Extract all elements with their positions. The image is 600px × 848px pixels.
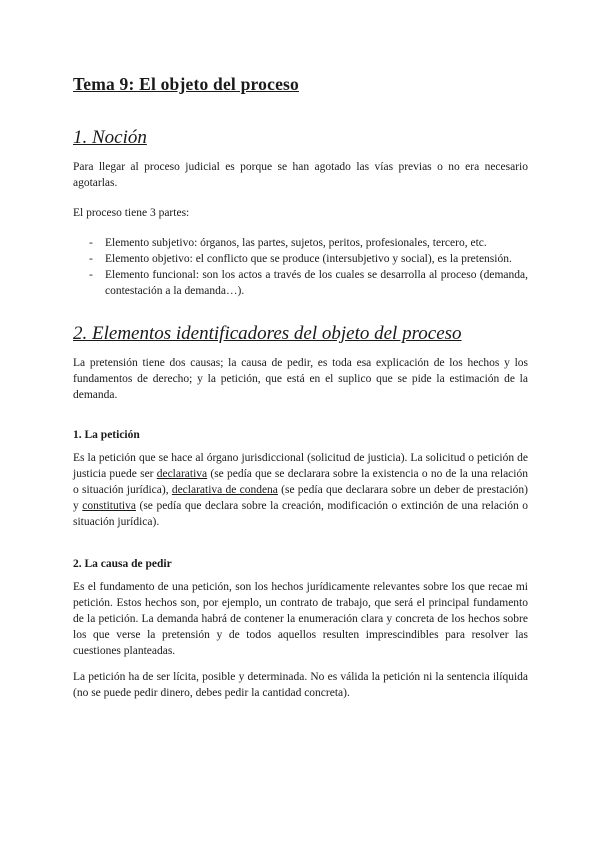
peticion-paragraph (73, 450, 528, 530)
peticion-text-3: (se pedía que declarara sobre un deber de prestación) y (73, 484, 529, 512)
subsection-causa-heading: 2. La causa de pedir (73, 558, 172, 570)
causa-paragraph-2: La petición ha de ser lícita, posible y determinada. No es válida la petición ni la sentencia ilíquida (no se puede pedir dinero, debes pedir la cantidad concreta). (73, 671, 528, 699)
section-elementos (73, 323, 528, 701)
term-constitutiva: constitutiva (82, 500, 136, 512)
list-item: - Elemento objetivo: el conflicto que se produce (intersubjetivo y social), es la pretensión. (73, 251, 528, 267)
term-declarativa-de-condena: declarativa de condena (171, 484, 278, 496)
section-2-intro: La pretensión tiene dos causas; la causa de pedir, es toda esa explicación de los hechos y los fundamentos de derecho; y la petición, que está en el suplico que se pide la estimación de la demanda. (73, 357, 528, 401)
peticion-text-1: Es la petición que se hace al órgano jurisdiccional (solicitud de justicia). La solicitud o petición de justicia puede ser (73, 452, 528, 480)
section-1-heading: 1. Noción (73, 127, 147, 148)
peticion-text-4: (se pedía que declara sobre la creación, modificación o extinción de una relación o situación jurídica). (73, 500, 529, 528)
parts-intro: El proceso tiene 3 partes: (73, 207, 190, 219)
term-declarativa: declarativa (156, 468, 208, 480)
list-item: - Elemento funcional: son los actos a través de los cuales se desarrolla al proceso (demanda, contestación a la demanda…). (73, 267, 528, 299)
parts-list (73, 235, 528, 299)
section-nocion (73, 127, 528, 299)
subsection-peticion-heading: 1. La petición (73, 429, 140, 441)
section-1-intro: Para llegar al proceso judicial es porque se han agotado las vías previas o no era necesario agotarlas. (73, 161, 528, 189)
page-title: Tema 9: El objeto del proceso (73, 74, 299, 94)
list-item: - Elemento subjetivo: órganos, las partes, sujetos, peritos, profesionales, tercero, etc. (73, 235, 528, 251)
peticion-text-2: (se pedía que se declarara sobre la existencia o no de la una relación o situación jurídica), (73, 468, 528, 496)
section-2-heading: 2. Elementos identificadores del objeto del proceso (73, 323, 462, 344)
causa-paragraph-1: Es el fundamento de una petición, son los hechos jurídicamente relevantes sobre los que recae mi petición. Estos hechos son, por ejemplo, un contrato de trabajo, que será el principal fundamento de la petición. La demanda habrá de contener la enumeración clara y concreta de los hechos sobre los que verse la pretensión y de todos aquellos resulten imprescindibles para resolver las cuestiones planteadas. (73, 581, 528, 657)
